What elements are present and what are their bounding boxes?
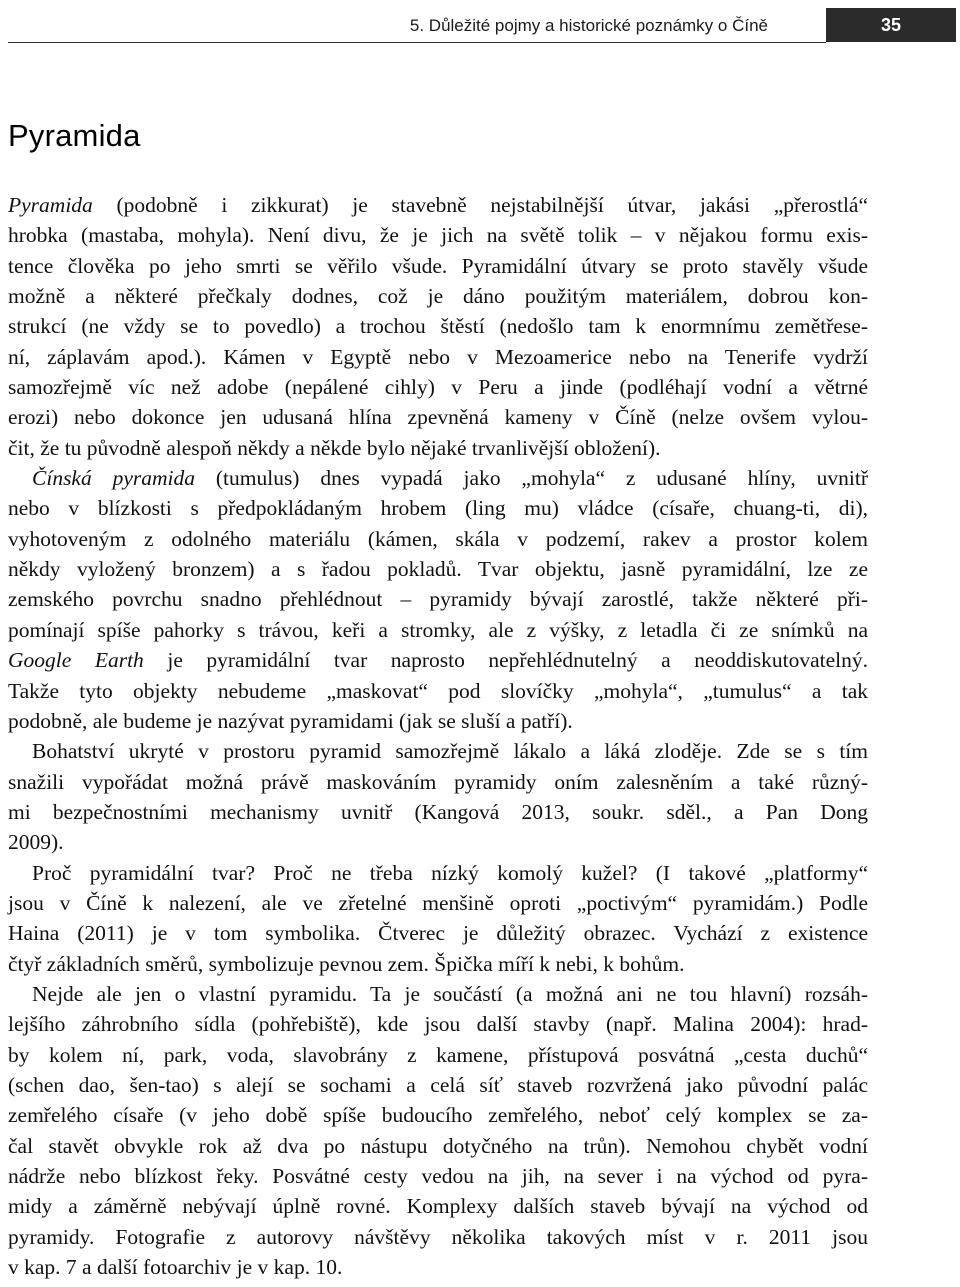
italic-term: Google Earth [8,648,144,673]
text-line [8,584,868,614]
text-line [8,1191,868,1221]
paragraph [8,858,868,979]
text-line [8,645,868,675]
text-run: hrobka (mastaba, mohyla). Není divu, že je jich na světě tolik – v nějakou formu exis- [8,223,868,248]
paragraph [8,190,868,463]
text-run: pyramidy. Fotografie z autorovy návštěvy několika takových míst v r. 2011 jsou [8,1224,868,1249]
text-run: nebo v blízkosti s předpokládaným hrobem (ling mu) vládce (císaře, chuang-ti, di), [8,496,868,521]
text-line [8,311,868,341]
text-run: Nejde ale jen o vlastní pyramidu. Ta je součástí (a možná ani ne tou hlavní) rozsáh- [32,981,868,1006]
text-run: Bohatství ukryté v prostoru pyramid samozřejmě lákalo a láká zloděje. Zde se s tím [32,739,868,764]
text-run: nádrže nebo blízkost řeky. Posvátné cesty vedou na jih, na sever i na východ od pyra- [8,1164,868,1188]
text-line [8,797,868,827]
text-run: 2009). [8,830,64,855]
text-run: Takže tyto objekty nebudeme „maskovat“ pod slovíčky „mohyla“, „tumulus“ a tak [8,678,868,703]
text-run: v kap. 7 a další fotoarchiv je v kap. 10. [8,1255,343,1280]
running-header [8,8,956,42]
text-run: zemřelého císaře (v jeho době spíše budoucího zemřelého, neboť celý komplex se za- [8,1103,868,1128]
text-line [8,251,868,281]
text-line [8,281,868,311]
text-line [8,1222,868,1252]
text-line [8,1040,868,1070]
text-line [8,888,868,918]
italic-term: Čínská pyramida [32,466,195,491]
text-run: mi bezpečnostními mechanismy uvnitř (Kangová 2013, soukr. sděl., a Pan Dong [8,799,868,824]
text-run: strukcí (ne vždy se to povedlo) a trochou štěstí (nedošlo tam k enormnímu zemětřese- [8,314,868,339]
text-run: podobně, ale budeme je nazývat pyramidami (jak se sluší a patří). [8,708,573,733]
text-line [8,918,868,948]
text-run: tence člověka po jeho smrti se věřilo všude. Pyramidální útvary se proto stavěly všude [8,253,868,278]
text-line [8,706,868,736]
section-title: Pyramida [8,118,141,153]
italic-term: Pyramida [8,193,93,217]
text-run: snažili vypořádat možná právě maskováním pyramidy oním zalesněním a také různý- [8,769,868,794]
text-run: (podobně i zikkurat) je stavebně nejstabilnější útvar, jakási „přerostlá“ [92,193,868,217]
text-line [8,949,868,979]
text-run: by kolem ní, park, voda, slavobrány z kamene, přístupová posvátná „cesta duchů“ [8,1042,868,1067]
text-line [8,190,868,220]
text-run: lejšího záhrobního sídla (pohřebiště), kde jsou další stavby (např. Malina 2004): hrad- [8,1012,868,1037]
text-line [8,676,868,706]
text-run: čit, že tu původně alespoň někdy a někde bylo nějaké trvanlivější obložení). [8,435,661,460]
text-run: Proč pyramidální tvar? Proč ne třeba nízký komolý kužel? (I takové „platformy“ [32,860,868,885]
text-line [8,736,868,766]
text-line [8,554,868,584]
text-line [8,433,868,463]
text-line [8,979,868,1009]
text-line [8,858,868,888]
text-line [8,402,868,432]
text-line [8,1009,868,1039]
text-line [8,1252,868,1282]
text-line [8,615,868,645]
text-run: čtyř základních směrů, symbolizuje pevnou zem. Špička míří k nebi, k bohům. [8,951,685,976]
text-run: někdy vyložený bronzem) a s řadou pokladů. Tvar objektu, jasně pyramidální, lze ze [8,557,868,582]
text-run: jsou v Číně k nalezení, ale ve zřetelné menšině oproti „poctivým“ pyramidám.) Podle [8,890,868,915]
text-run: vyhotoveným z odolného materiálu (kámen, skála v podzemí, rakev a prostor kolem [8,526,868,551]
text-run: ní, záplavám apod.). Kámen v Egyptě nebo v Mezoamerice nebo na Tenerife vydrží [8,344,868,369]
text-line [8,1131,868,1161]
text-line [8,1070,868,1100]
text-run: Haina (2011) je v tom symbolika. Čtverec je důležitý obrazec. Vychází z existence [8,921,868,946]
text-run: pomínají spíše pahorky s trávou, keři a stromky, ale z výšky, z letadla či ze snímků na [8,617,868,642]
text-line [8,827,868,857]
text-run: možně a některé přečkaly dodnes, což je dáno použitým materiálem, dobrou kon- [8,284,868,309]
text-run: erozi) nebo dokonce jen udusaná hlína zpevněná kameny v Číně (nelze ovšem vylou- [8,405,868,430]
text-run: je pyramidální tvar naprosto nepřehlédnutelný a neoddiskutovatelný. [143,648,868,673]
text-run: samozřejmě víc než adobe (nepálené cihly) v Peru a jinde (podléhají vodní a větrné [8,375,868,400]
text-line [8,372,868,402]
text-line [8,493,868,523]
header-rule [8,42,826,43]
text-run: zemského povrchu snadno přehlédnout – pyramidy bývají zarostlé, takže některé při- [8,587,868,612]
chapter-title: 5. Důležité pojmy a historické poznámky o Číně [409,16,768,35]
text-line [8,463,868,493]
text-line [8,1161,868,1191]
text-line [8,767,868,797]
body-text [8,190,868,1282]
paragraph [8,736,868,857]
text-run: (schen dao, šen-tao) s alejí se sochami a celá síť staveb rozvržená jako původní palác [8,1072,868,1097]
text-line [8,342,868,372]
text-line [8,220,868,250]
paragraph [8,463,868,736]
text-run: čal stavět obvykle rok až dva po nástupu dotyčného na trůn). Nemohou chybět vodní [8,1133,868,1158]
text-run: (tumulus) dnes vypadá jako „mohyla“ z udusané hlíny, uvnitř [195,466,868,491]
text-line [8,524,868,554]
page-number: 35 [826,8,956,42]
text-run: midy a záměrně nebývají úplně rovné. Komplexy dalších staveb bývají na východ od [8,1194,868,1219]
paragraph [8,979,868,1282]
text-line [8,1100,868,1130]
